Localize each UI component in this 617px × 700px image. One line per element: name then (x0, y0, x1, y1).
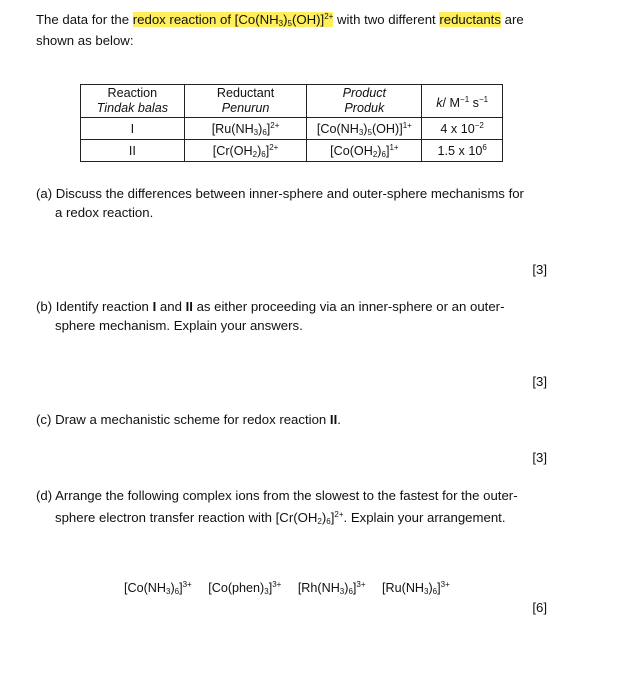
cell-reductant: $[Ru(NH_3)_6]^{2+}$ (184, 118, 307, 140)
header-rate-constant: k/ $M^{-1}$ $s^{-1}$ (422, 85, 503, 118)
question-c-marks: [3] (532, 450, 547, 465)
cell-rate-constant: 1.5 x $10^6$ (422, 140, 503, 162)
cell-reaction: II (81, 140, 185, 162)
question-b-label: (b) (36, 299, 53, 314)
intro-text-1: The data for the (36, 12, 133, 27)
cell-product: $[Co(OH_2)_6]^{1+}$ (307, 140, 422, 162)
cell-reductant: $[Cr(OH_2)_6]^{2+}$ (184, 140, 307, 162)
question-a (36, 184, 556, 222)
question-b: (b) Identify reaction I and II as either proceeding via an inner-sphere or an outer- sphere mechanism. Explain your answers. (36, 297, 556, 335)
complex-ions-list (124, 580, 450, 596)
question-c-label: (c) (36, 412, 52, 427)
cell-reaction: I (81, 118, 185, 140)
question-d-label: (d) (36, 488, 53, 503)
question-c: (c) Draw a mechanistic scheme for redox reaction II. (36, 412, 341, 427)
question-b-marks: [3] (532, 374, 547, 389)
question-d-marks: [6] (532, 600, 547, 615)
reaction-I-ref: I (152, 299, 157, 314)
intro-line-2: shown as below: (36, 33, 134, 48)
question-a-label: (a) (36, 186, 53, 201)
question-d-line-1: Arrange the following complex ions from the slowest to the fastest for the outer- (55, 488, 518, 503)
data-table (80, 84, 503, 162)
cell-product: $[Co(NH_3)_5(OH)]^{1+}$ (307, 118, 422, 140)
cell-rate-constant: 4 x $10^{-2}$ (422, 118, 503, 140)
intro-text: The data for the redox reaction of $[Co(NH_3)_5(OH)]^{2+}$ with two different reductants are shown as below: (36, 12, 524, 48)
question-a-marks: [3] (532, 262, 547, 277)
reaction-II-ref: II (329, 412, 338, 427)
complex-ion: $[Ru(NH_3)_6]^{3+}$ (382, 580, 450, 596)
complex-ion: $[Co(phen)_3]^{3+}$ (208, 580, 282, 596)
question-a-line-1: Discuss the differences between inner-sphere and outer-sphere mechanisms for (55, 186, 524, 201)
highlight-redox-reaction: redox reaction of $[Co(NH_3)_5(OH)]^{2+}$ (132, 12, 334, 28)
highlight-reductants: reductants (439, 12, 501, 27)
reaction-II-ref: II (185, 299, 193, 314)
header-product: Product Produk (307, 85, 422, 118)
question-d-line-2: sphere electron transfer reaction with $[Cr(OH_2)_6]^{2+}$. Explain your arrangement. (55, 510, 506, 526)
intro-text-2: with two different (333, 12, 440, 27)
table-row (81, 118, 503, 140)
complex-ion: $[Rh(NH_3)_6]^{3+}$ (297, 580, 366, 596)
question-d (36, 486, 556, 531)
complex-ion: $[Co(NH_3)_6]^{3+}$ (124, 580, 192, 596)
question-a-line-2: a redox reaction. (55, 205, 154, 220)
header-reductant: Reductant Penurun (184, 85, 307, 118)
table-row (81, 140, 503, 162)
header-reaction: Reaction Tindak balas (81, 85, 185, 118)
table-header-row (81, 85, 503, 118)
question-b-line-2: sphere mechanism. Explain your answers. (55, 318, 303, 333)
